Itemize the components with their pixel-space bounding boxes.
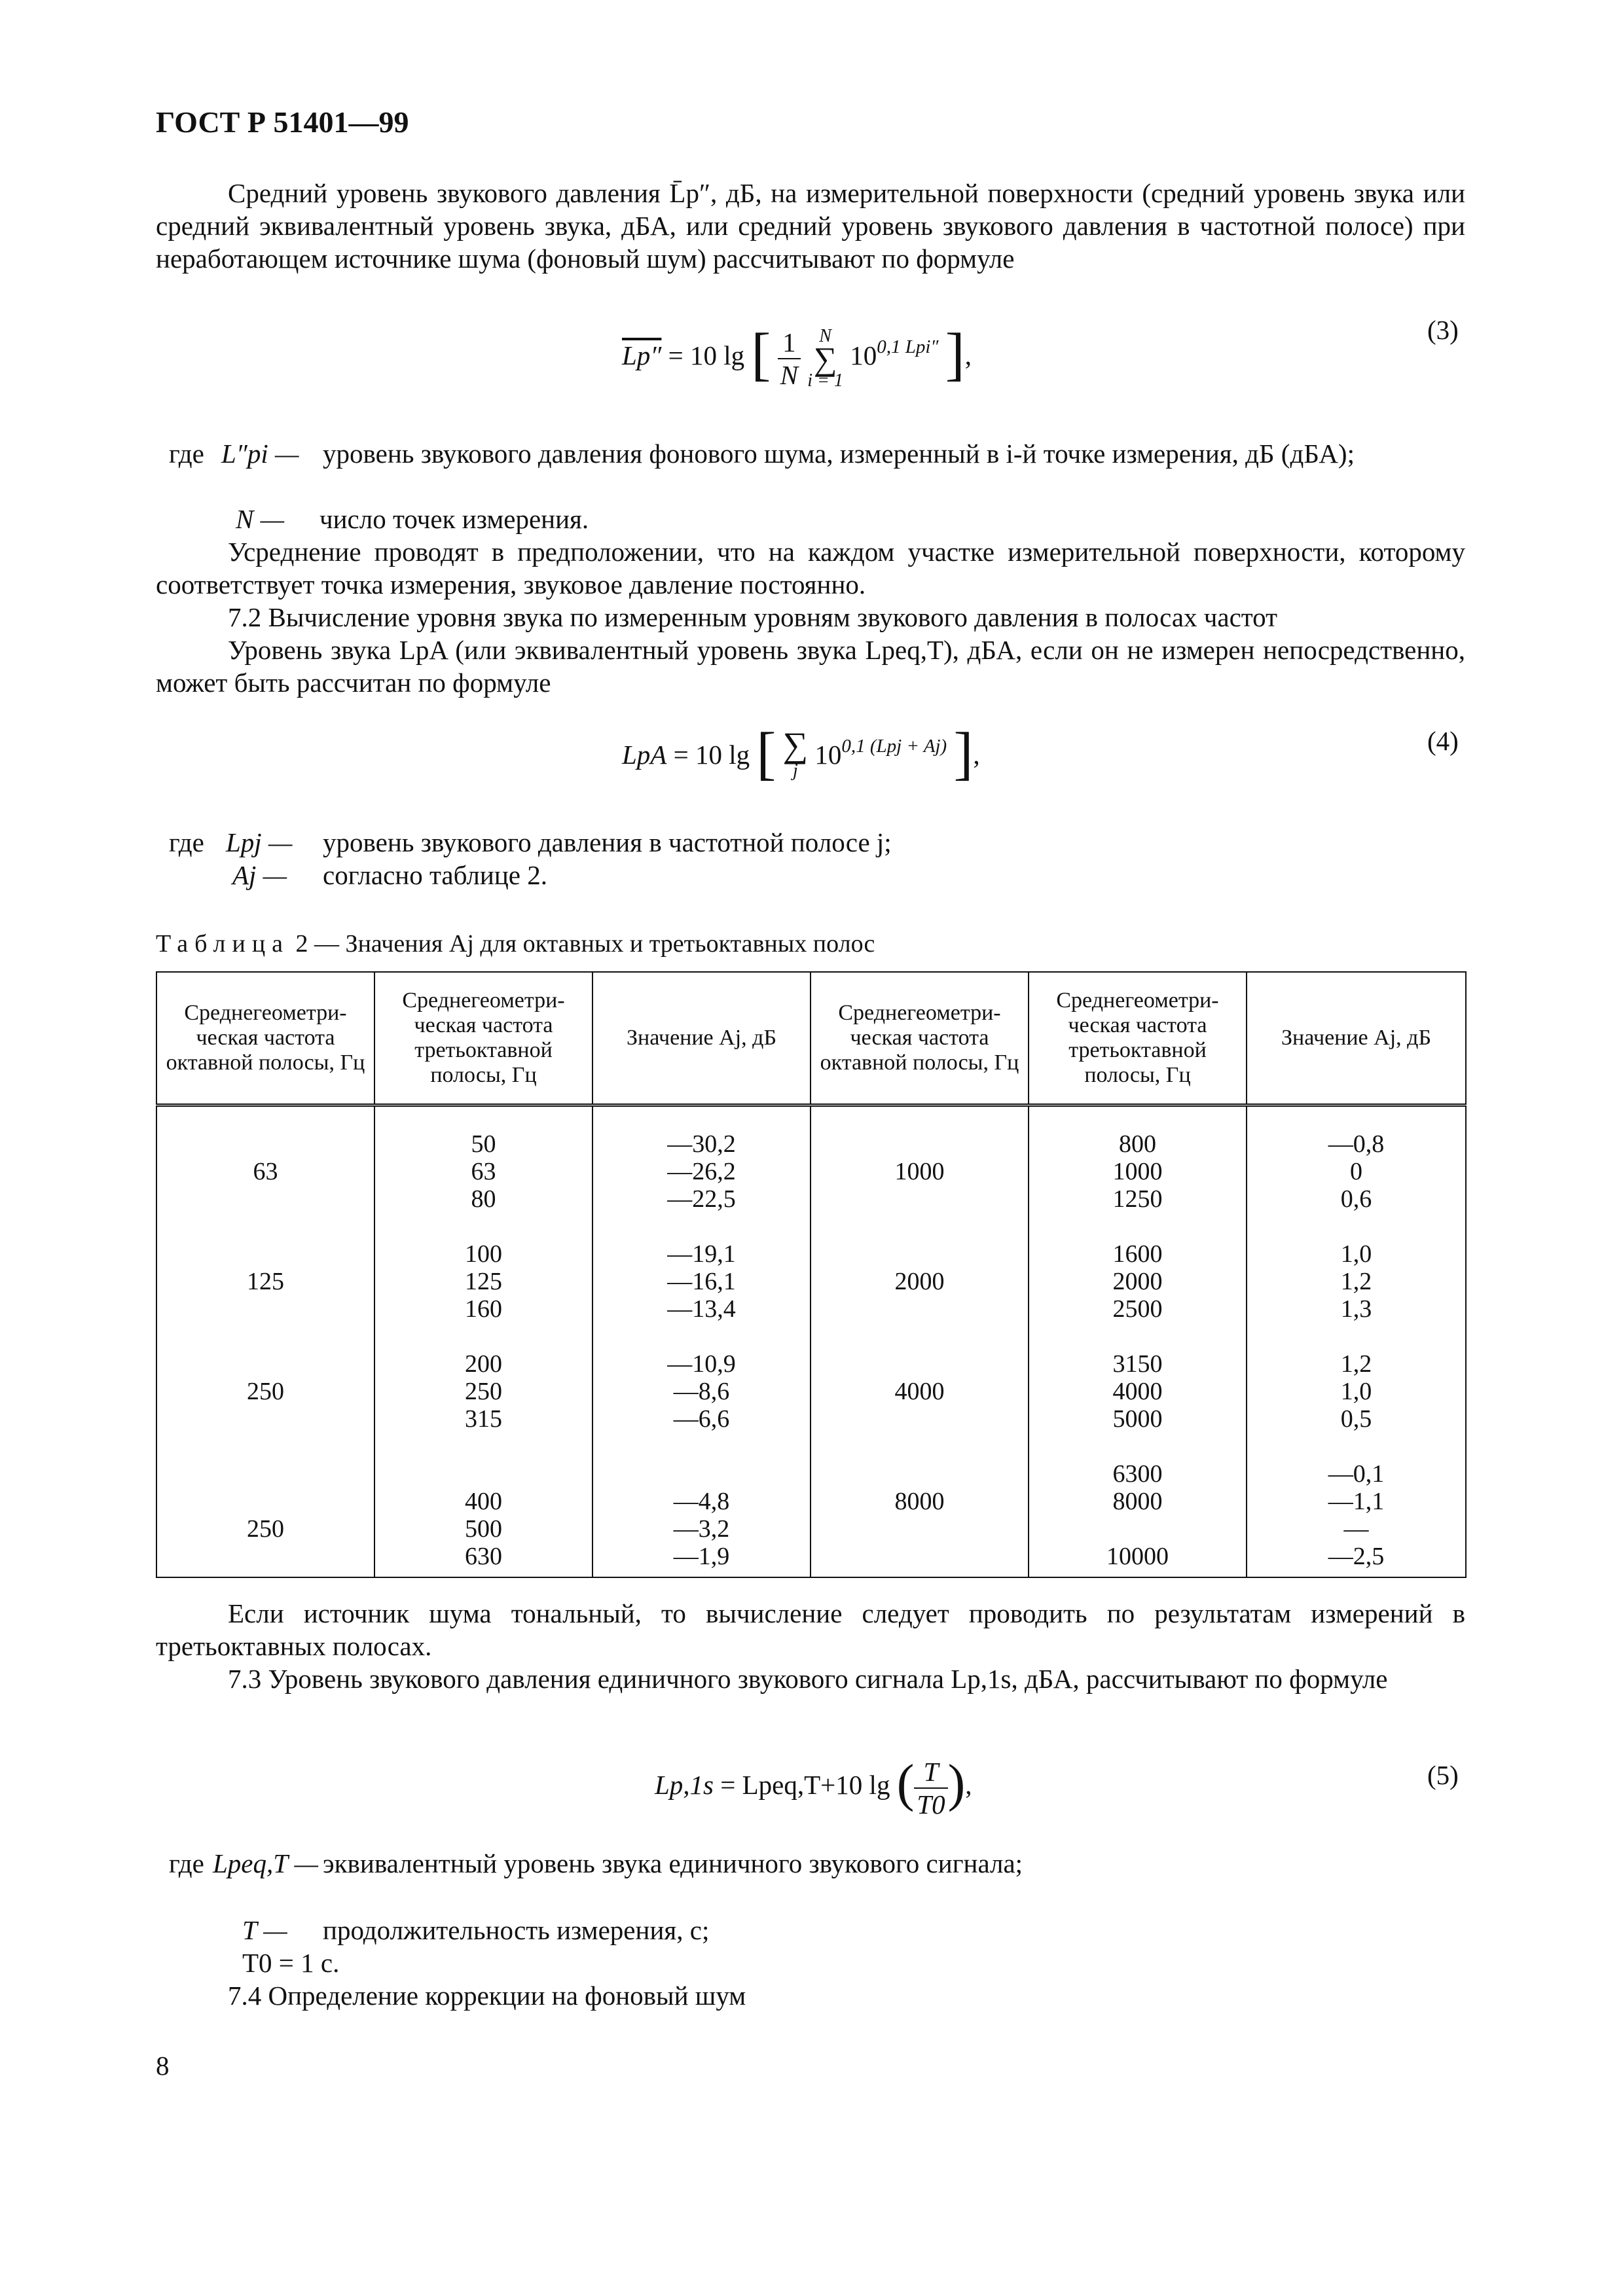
header-octave-1: Среднегеометри- ческая частота октавной полосы, Гц xyxy=(156,972,374,1105)
cell-aj: —0,8 xyxy=(1328,1130,1385,1158)
equation-4: LpA = 10 lg [ ∑ j $10^{0,1 (Lpj + Aj)}$ ], xyxy=(622,721,980,786)
eq5-lhs: Lp,1s xyxy=(655,1770,714,1800)
cell-aj: 1,3 xyxy=(1340,1295,1372,1323)
cell-aj: 1,0 xyxy=(1340,1378,1372,1405)
cell-third: 63 xyxy=(471,1158,496,1185)
cell-third: 200 xyxy=(465,1350,502,1378)
eq4-lhs: LpA xyxy=(622,740,667,770)
cell-third: 630 xyxy=(465,1543,502,1570)
cell-third: 5000 xyxy=(1112,1405,1163,1433)
cell-third: 50 xyxy=(471,1130,496,1158)
cell-aj: —2,5 xyxy=(1328,1543,1385,1570)
cell-aj: —4,8 xyxy=(673,1488,730,1515)
cell-third: 315 xyxy=(465,1405,502,1433)
eq4-tail: , xyxy=(973,740,980,770)
cell-aj: 1,2 xyxy=(1340,1268,1372,1295)
section-7-3-title: 7.3 Уровень звукового давления единичного звукового сигнала Lp,1s, дБА, рассчитывают по формуле xyxy=(228,1664,1388,1694)
equation-5: Lp,1s = Lpeq,T+10 lg ( $\frac{T}{T0}$ ), xyxy=(655,1755,972,1820)
paragraph-averaging: Усреднение проводят в предположении, что на каждом участке измерительной поверхности, которому соответствует точка измерения, звуковое давление постоянно. xyxy=(156,537,1465,600)
eq5-where-lead: где xyxy=(169,1848,204,1878)
cell-aj: —6,6 xyxy=(673,1405,730,1433)
cell-aj: 0,6 xyxy=(1340,1185,1372,1213)
cell-aj: —16,1 xyxy=(667,1268,736,1295)
cell-aj: 0 xyxy=(1350,1158,1362,1185)
cell-third: 1250 xyxy=(1112,1185,1163,1213)
cell-third: 1000 xyxy=(1112,1158,1163,1185)
cell-third: 100 xyxy=(465,1240,502,1268)
eq5-rhs: = Lpeq,T+10 lg xyxy=(720,1770,890,1800)
eq4-number: (4) xyxy=(1427,726,1459,756)
cell-third: 400 xyxy=(465,1488,502,1515)
eq3-where-sym-2: N — xyxy=(236,504,285,534)
eq4-term: 10 xyxy=(814,740,842,770)
table-row xyxy=(156,1323,1466,1433)
eq3-sum-bottom: i = 1 xyxy=(807,370,843,391)
eq3-tail: , xyxy=(964,340,972,370)
section-7-2-title: 7.2 Вычисление уровня звука по измеренным уровням звукового давления в полосах частот xyxy=(228,602,1278,632)
cell-aj: —26,2 xyxy=(667,1158,736,1185)
eq3-where-sym-1: L″pi — xyxy=(221,439,299,469)
eq5-where-text-2: продолжительность измерения, с; xyxy=(323,1915,710,1945)
table-row xyxy=(156,1105,1466,1213)
eq4-where-sym-1: Lpj — xyxy=(226,827,293,857)
cell-aj: —1,9 xyxy=(673,1543,730,1570)
cell-third: 3150 xyxy=(1112,1350,1163,1378)
eq4-where-text-2: согласно таблице 2. xyxy=(323,860,547,890)
cell-aj: —1,1 xyxy=(1328,1488,1385,1515)
cell-aj: 0,5 xyxy=(1340,1405,1372,1433)
table-caption-label: Таблица xyxy=(156,930,290,958)
eq5-tail: , xyxy=(965,1770,972,1800)
table-row xyxy=(156,1213,1466,1323)
eq5-frac-num: T xyxy=(914,1756,947,1789)
cell-third: 6300 xyxy=(1112,1460,1163,1488)
eq3-where-lead: где xyxy=(169,439,204,469)
eq4-eq: = 10 lg xyxy=(673,740,750,770)
eq4-where-lead: где xyxy=(169,827,204,857)
eq4-where-sym-2: Aj — xyxy=(232,860,287,890)
cell-third: 500 xyxy=(465,1515,502,1543)
eq3-frac-den: N xyxy=(780,359,798,390)
header-third-octave-2: Среднегеометри- ческая частота третьоктавной полосы, Гц xyxy=(1029,972,1247,1105)
eq5-where-sym-3: T0 = 1 с. xyxy=(242,1948,340,1978)
eq3-where-text-2: число точек измерения. xyxy=(319,504,589,534)
table-caption-text: 2 — Значения Aj для октавных и третьоктавных полос xyxy=(295,930,875,958)
cell-third: 2500 xyxy=(1112,1295,1163,1323)
eq4-sum-bottom: j xyxy=(792,760,798,781)
cell-aj: —13,4 xyxy=(667,1295,736,1323)
cell-aj: 1,0 xyxy=(1340,1240,1372,1268)
cell-third: 4000 xyxy=(1112,1378,1163,1405)
header-octave-2: Среднегеометри- ческая частота октавной полосы, Гц xyxy=(811,972,1029,1105)
eq3-frac-num: 1 xyxy=(778,327,801,359)
eq3-sum-top: N xyxy=(819,325,831,346)
eq5-where-sym-1: Lpeq,T — xyxy=(213,1848,319,1878)
a-weighting-table xyxy=(156,971,1467,1578)
cell-aj: —3,2 xyxy=(673,1515,730,1543)
table-header-row xyxy=(156,972,1466,1105)
cell-third: 250 xyxy=(465,1378,502,1405)
cell-octave-2: 8000 xyxy=(894,1488,945,1515)
page-number: 8 xyxy=(156,2051,170,2081)
eq4-where-text-1: уровень звукового давления в частотной полосе j; xyxy=(323,827,892,857)
eq3-number: (3) xyxy=(1427,315,1459,345)
eq3-term: 10 xyxy=(850,340,877,370)
cell-third: 80 xyxy=(471,1185,496,1213)
eq3-lhs: Lp″ xyxy=(622,340,662,370)
paragraph-mean-level: Средний уровень звукового давления L̄p″, дБ, на измерительной поверхности (средний уровень звука или средний эквивалентный уровень звука, дБА, или средний уровень звукового давления в частотной полосе) при неработающем источнике шума (фоновый шум) рассчитывают по формуле xyxy=(156,178,1465,274)
cell-aj: — xyxy=(1343,1515,1369,1543)
eq5-frac-den: T0 xyxy=(917,1789,945,1820)
cell-aj: —19,1 xyxy=(667,1240,736,1268)
equation-3: Lp″ = 10 lg [ $\frac{1}{N}$ N ∑ i = 1 $10^{0,1 Lpi''}$ ], xyxy=(622,322,972,391)
cell-third: 1600 xyxy=(1112,1240,1163,1268)
section-7-4-title: 7.4 Определение коррекции на фоновый шум xyxy=(228,1981,746,2011)
cell-aj: —0,1 xyxy=(1328,1460,1385,1488)
cell-octave-1: 63 xyxy=(253,1158,278,1185)
eq3-eq: = 10 lg xyxy=(668,340,745,370)
eq3-where-text-1: уровень звукового давления фонового шума, измеренный в i-й точке измерения, дБ (дБА); xyxy=(323,439,1355,469)
cell-octave-1: 250 xyxy=(247,1515,284,1543)
eq5-where-text-1: эквивалентный уровень звука единичного звукового сигнала; xyxy=(323,1848,1023,1878)
cell-octave-1: 125 xyxy=(247,1268,284,1295)
cell-third: 125 xyxy=(465,1268,502,1295)
cell-octave-1: 250 xyxy=(247,1378,284,1405)
cell-aj: —8,6 xyxy=(673,1378,730,1405)
cell-third: 160 xyxy=(465,1295,502,1323)
header-third-octave-1: Среднегеометри- ческая частота третьоктавной полосы, Гц xyxy=(374,972,593,1105)
cell-octave-2: 1000 xyxy=(894,1158,945,1185)
paragraph-sound-level: Уровень звука LpA (или эквивалентный уровень звука Lpeq,T), дБА, если он не измерен непосредственно, может быть рассчитан по формуле xyxy=(156,635,1465,698)
eq3-exp: 0,1 Lpi″ xyxy=(877,336,939,357)
cell-third xyxy=(1029,1515,1246,1543)
eq4-exp: 0,1 (Lpj + Aj) xyxy=(841,736,947,757)
cell-octave-2: 4000 xyxy=(894,1378,945,1405)
paragraph-tonal: Если источник шума тональный, то вычисление следует проводить по результатам измерений в третьоктавных полосах. xyxy=(156,1598,1465,1661)
table-caption xyxy=(156,929,875,958)
header-aj-2: Значение Aj, дБ xyxy=(1247,972,1466,1105)
cell-aj: —30,2 xyxy=(667,1130,736,1158)
table-row xyxy=(156,1433,1466,1577)
cell-aj: —22,5 xyxy=(667,1185,736,1213)
cell-third: 800 xyxy=(1119,1130,1156,1158)
cell-third: 10000 xyxy=(1106,1543,1169,1570)
cell-third: 2000 xyxy=(1112,1268,1163,1295)
eq5-where-sym-2: T — xyxy=(242,1915,287,1945)
eq5-number: (5) xyxy=(1427,1760,1459,1790)
cell-octave-2: 2000 xyxy=(894,1268,945,1295)
cell-aj: —10,9 xyxy=(667,1350,736,1378)
cell-aj: 1,2 xyxy=(1340,1350,1372,1378)
document-header: ГОСТ Р 51401—99 xyxy=(156,105,409,139)
header-aj-1: Значение Aj, дБ xyxy=(593,972,811,1105)
cell-third: 8000 xyxy=(1112,1488,1163,1515)
